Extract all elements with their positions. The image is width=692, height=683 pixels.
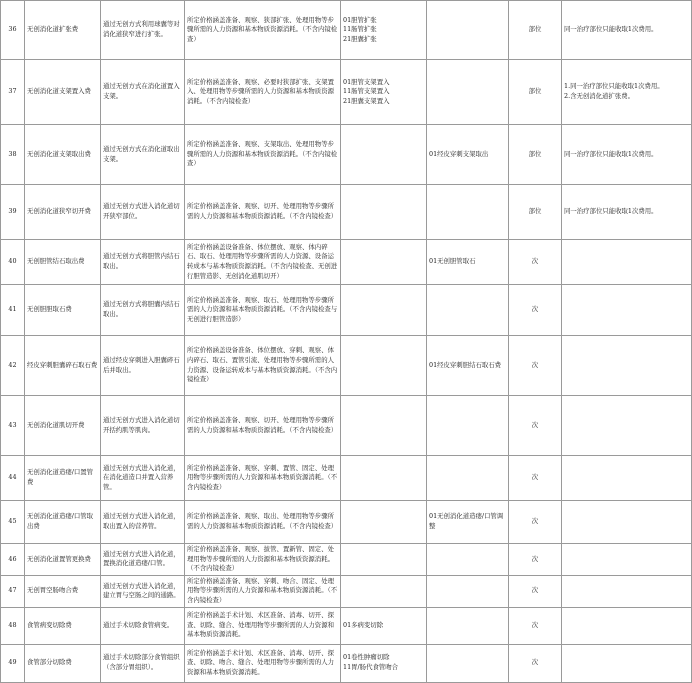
item-name-cell: 无创胆胆取石费: [25, 285, 101, 336]
row-number-cell: 43: [1, 396, 25, 456]
table-row: [1, 125, 692, 185]
value-description-cell: 所定价格涵盖准备、观察、取石、处理用物等步骤所需的人力资源和基本物质资源消耗。（不含内镜检查与无创进行胆管造影）: [185, 285, 341, 336]
sub-items-cell: [341, 644, 427, 682]
item-connotation-cell: 通过无创方式将胆囊内结石取出。: [101, 285, 185, 336]
row-number-cell: 37: [1, 60, 25, 125]
item-connotation-cell: 通过无创方式利用球囊等对消化道狭窄进行扩张。: [101, 1, 185, 60]
item-name-cell: 食管病变切除费: [25, 607, 101, 644]
pricing-unit-cell: 次: [509, 456, 562, 501]
item-note-cell: [562, 240, 692, 285]
sub-items-line: 01胆管扩张: [343, 15, 377, 24]
table-row: [1, 644, 692, 682]
pricing-unit-cell: 次: [509, 544, 562, 576]
row-number-cell: 47: [1, 575, 25, 607]
pricing-unit-cell: 次: [509, 644, 562, 682]
sub-items-line: 21胆囊支架置入: [343, 96, 390, 105]
sub-items-cell: [341, 125, 427, 185]
item-connotation-cell: 通过手术切除部分食管组织（含部分胃组织）。: [101, 644, 185, 682]
pricing-unit-cell: 次: [509, 396, 562, 456]
item-connotation-cell: 通过无创方式在消化道置入支架。: [101, 60, 185, 125]
item-connotation-cell: 通过无创方式在消化道取出支架。: [101, 125, 185, 185]
extended-items-cell: [427, 185, 509, 240]
sub-items-cell: [341, 501, 427, 544]
item-note-cell: [562, 644, 692, 682]
item-note-cell: [562, 125, 692, 185]
item-note-line: 同一治疗部位只能收取1次费用。: [564, 25, 658, 34]
sub-items-line: 11胃/肠代食管吻合: [343, 663, 399, 672]
item-note-cell: [562, 607, 692, 644]
table-row: [1, 501, 692, 544]
extended-items-cell: 01经皮穿刺支架取出: [427, 125, 509, 185]
item-name-cell: 无创消化道支架置入费: [25, 60, 101, 125]
extended-items-cell: [427, 644, 509, 682]
item-name-cell: 无创消化道造瘘/口置管费: [25, 456, 101, 501]
row-number-cell: 42: [1, 336, 25, 396]
sub-items-cell: [341, 575, 427, 607]
pricing-unit-cell: 部位: [509, 185, 562, 240]
item-note-line: 1.同一治疗部位只能收取1次费用。: [564, 82, 664, 91]
row-number-cell: 36: [1, 1, 25, 60]
sub-items-cell: [341, 607, 427, 644]
table-row: [1, 185, 692, 240]
table-row: [1, 607, 692, 644]
value-description-cell: 所定价格涵盖准备、观察、穿刺、置管、固定、处理用物等步骤所需的人力资源和基本物质资源消耗。（不含内镜检查）: [185, 456, 341, 501]
table-row: [1, 396, 692, 456]
value-description-cell: 所定价格涵盖准备、观察、拔管、置新管、固定、处理用物等步骤所需的人力资源和基本物质资源消耗。（不含内镜检查）: [185, 544, 341, 576]
item-note-cell: [562, 575, 692, 607]
row-number-cell: 40: [1, 240, 25, 285]
extended-items-cell: 01无创消化道造瘘/口管调整: [427, 501, 509, 544]
sub-items-line: 01卷性肿瘤切除: [343, 653, 390, 662]
item-connotation-cell: 通过无创方式将胆管内结石取出。: [101, 240, 185, 285]
item-note-line: 2.含无创消化道扩张费。: [564, 92, 635, 100]
extended-items-cell: [427, 1, 509, 60]
sub-items-line: 21胆囊扩张: [343, 34, 377, 43]
value-description-cell: 所定价格涵盖准备、观察、切开、处理用物等步骤所需的人力资源和基本物质资源消耗。（不含内镜检查）: [185, 396, 341, 456]
table-row: [1, 1, 692, 60]
sub-items-line: 01多病变切除: [343, 620, 384, 629]
item-connotation-cell: 通过无创方式进入消化道切开狭窄部位。: [101, 185, 185, 240]
value-description-cell: 所定价格涵盖准备、观察、穿刺、吻合、固定、处理用物等步骤所需的人力资源和基本物质资源消耗。（不含内镜检查）: [185, 575, 341, 607]
item-name-cell: 无创胃空肠吻合费: [25, 575, 101, 607]
item-name-cell: 经皮穿刺胆囊碎石取石费: [25, 336, 101, 396]
item-connotation-cell: 通过经皮穿刺进入胆囊碎石后并取出。: [101, 336, 185, 396]
item-note-cell: [562, 1, 692, 60]
item-note-cell: [562, 544, 692, 576]
extended-items-cell: 01无创胆管取石: [427, 240, 509, 285]
item-name-cell: 无创胆管结石取出费: [25, 240, 101, 285]
table-row: [1, 456, 692, 501]
table-row: [1, 336, 692, 396]
item-connotation-cell: 通过无创方式进入消化道，建立胃与空肠之间的通路。: [101, 575, 185, 607]
extended-items-cell: [427, 575, 509, 607]
row-number-cell: 49: [1, 644, 25, 682]
item-connotation-cell: 通过无创方式进入消化道，在消化道造口并置入营养管。: [101, 456, 185, 501]
item-connotation-cell: 通过无创方式进入消化道，取出置入的营养管。: [101, 501, 185, 544]
item-note-line: 同一治疗部位只能收取1次费用。: [564, 149, 658, 158]
row-number-cell: 39: [1, 185, 25, 240]
item-name-cell: 食管部分切除费: [25, 644, 101, 682]
pricing-unit-cell: 次: [509, 607, 562, 644]
sub-items-cell: [341, 60, 427, 125]
extended-items-cell: [427, 607, 509, 644]
pricing-unit-cell: 次: [509, 240, 562, 285]
value-description-cell: 所定价格涵盖设备准备、体位摆放、观察、体内碎石、取石、处理用物等步骤所需的人力资源、设备运转成本与基本物质资源消耗。（不含内镜检查、无创进行胆管造影、无创消化道肌切开）: [185, 240, 341, 285]
item-note-line: 同一治疗部位只能收取1次费用。: [564, 207, 658, 216]
sub-items-cell: [341, 285, 427, 336]
row-number-cell: 45: [1, 501, 25, 544]
value-description-cell: 所定价格涵盖手术计划、术区准备、消毒、切开、探查、切除、吻合、缝合、处理用物等步骤所需的人力资源和基本物质资源消耗。: [185, 644, 341, 682]
item-name-cell: 无创消化道狭窄切开费: [25, 185, 101, 240]
row-number-cell: 46: [1, 544, 25, 576]
pricing-unit-cell: 次: [509, 501, 562, 544]
pricing-unit-cell: 次: [509, 285, 562, 336]
table-row: [1, 544, 692, 576]
sub-items-line: 11肠管扩张: [343, 25, 377, 34]
pricing-unit-cell: 次: [509, 575, 562, 607]
table-row: [1, 285, 692, 336]
row-number-cell: 48: [1, 607, 25, 644]
item-note-cell: [562, 60, 692, 125]
item-name-cell: 无创消化道置管更换费: [25, 544, 101, 576]
item-note-cell: [562, 501, 692, 544]
sub-items-cell: [341, 185, 427, 240]
table-row: [1, 240, 692, 285]
item-connotation-cell: 通过无创方式进入消化道，置换消化道造瘘/口管。: [101, 544, 185, 576]
item-name-cell: 无创消化道造瘘/口管取出费: [25, 501, 101, 544]
item-name-cell: 无创消化道支架取出费: [25, 125, 101, 185]
table-row: [1, 575, 692, 607]
item-note-cell: [562, 285, 692, 336]
item-connotation-cell: 通过手术切除食管病变。: [101, 607, 185, 644]
item-note-cell: [562, 185, 692, 240]
sub-items-cell: [341, 456, 427, 501]
pricing-unit-cell: 次: [509, 336, 562, 396]
table-body: [1, 1, 692, 683]
pricing-unit-cell: 部位: [509, 125, 562, 185]
sub-items-cell: [341, 336, 427, 396]
item-name-cell: 无创消化道扩张费: [25, 1, 101, 60]
sub-items-cell: [341, 396, 427, 456]
sub-items-cell: [341, 544, 427, 576]
extended-items-cell: [427, 285, 509, 336]
extended-items-cell: [427, 60, 509, 125]
value-description-cell: 所定价格涵盖准备、观察、切开、处理用物等步骤所需的人力资源和基本物质资源消耗。（不含内镜检查）: [185, 185, 341, 240]
row-number-cell: 38: [1, 125, 25, 185]
extended-items-cell: [427, 456, 509, 501]
item-note-cell: [562, 456, 692, 501]
extended-items-cell: [427, 396, 509, 456]
item-note-cell: [562, 336, 692, 396]
pricing-unit-cell: 部位: [509, 1, 562, 60]
sub-items-cell: [341, 240, 427, 285]
value-description-cell: 所定价格涵盖手术计划、术区准备、消毒、切开、探查、切除、缝合、处理用物等步骤所需的人力资源和基本物质资源消耗。: [185, 607, 341, 644]
sub-items-line: 11肠管支架置入: [343, 87, 390, 96]
pricing-unit-cell: 部位: [509, 60, 562, 125]
value-description-cell: 所定价格涵盖准备、观察、取出、处理用物等步骤所需的人力资源和基本物质资源消耗。（不含内镜检查）: [185, 501, 341, 544]
value-description-cell: 所定价格涵盖准备、观察、必要时狭部扩张、支架置入、处理用物等步骤所需的人力资源和基本物质资源消耗。（不含内镜检查）: [185, 60, 341, 125]
value-description-cell: 所定价格涵盖准备、观察、狭部扩张、处理用物等步骤所需的人力资源和基本物质资源消耗。（不含内镜检查）: [185, 1, 341, 60]
row-number-cell: 44: [1, 456, 25, 501]
extended-items-cell: 01经皮穿刺胆结石取石费: [427, 336, 509, 396]
value-description-cell: 所定价格涵盖准备、观察、支架取出、处理用物等步骤所需的人力资源和基本物质资源消耗。（不含内镜检查）: [185, 125, 341, 185]
row-number-cell: 41: [1, 285, 25, 336]
item-connotation-cell: 通过无创方式进入消化道切开括约肌等肌肉。: [101, 396, 185, 456]
item-name-cell: 无创消化道肌切开费: [25, 396, 101, 456]
value-description-cell: 所定价格涵盖设备准备、体位摆放、穿刺、观察、体内碎石、取石、置管引流、处理用物等步骤所需的人力资源、设备运转成本与基本物质资源消耗。（不含内镜检查）: [185, 336, 341, 396]
table-row: [1, 60, 692, 125]
sub-items-cell: [341, 1, 427, 60]
sub-items-line: 01胆管支架置入: [343, 77, 390, 86]
item-note-cell: [562, 396, 692, 456]
extended-items-cell: [427, 544, 509, 576]
